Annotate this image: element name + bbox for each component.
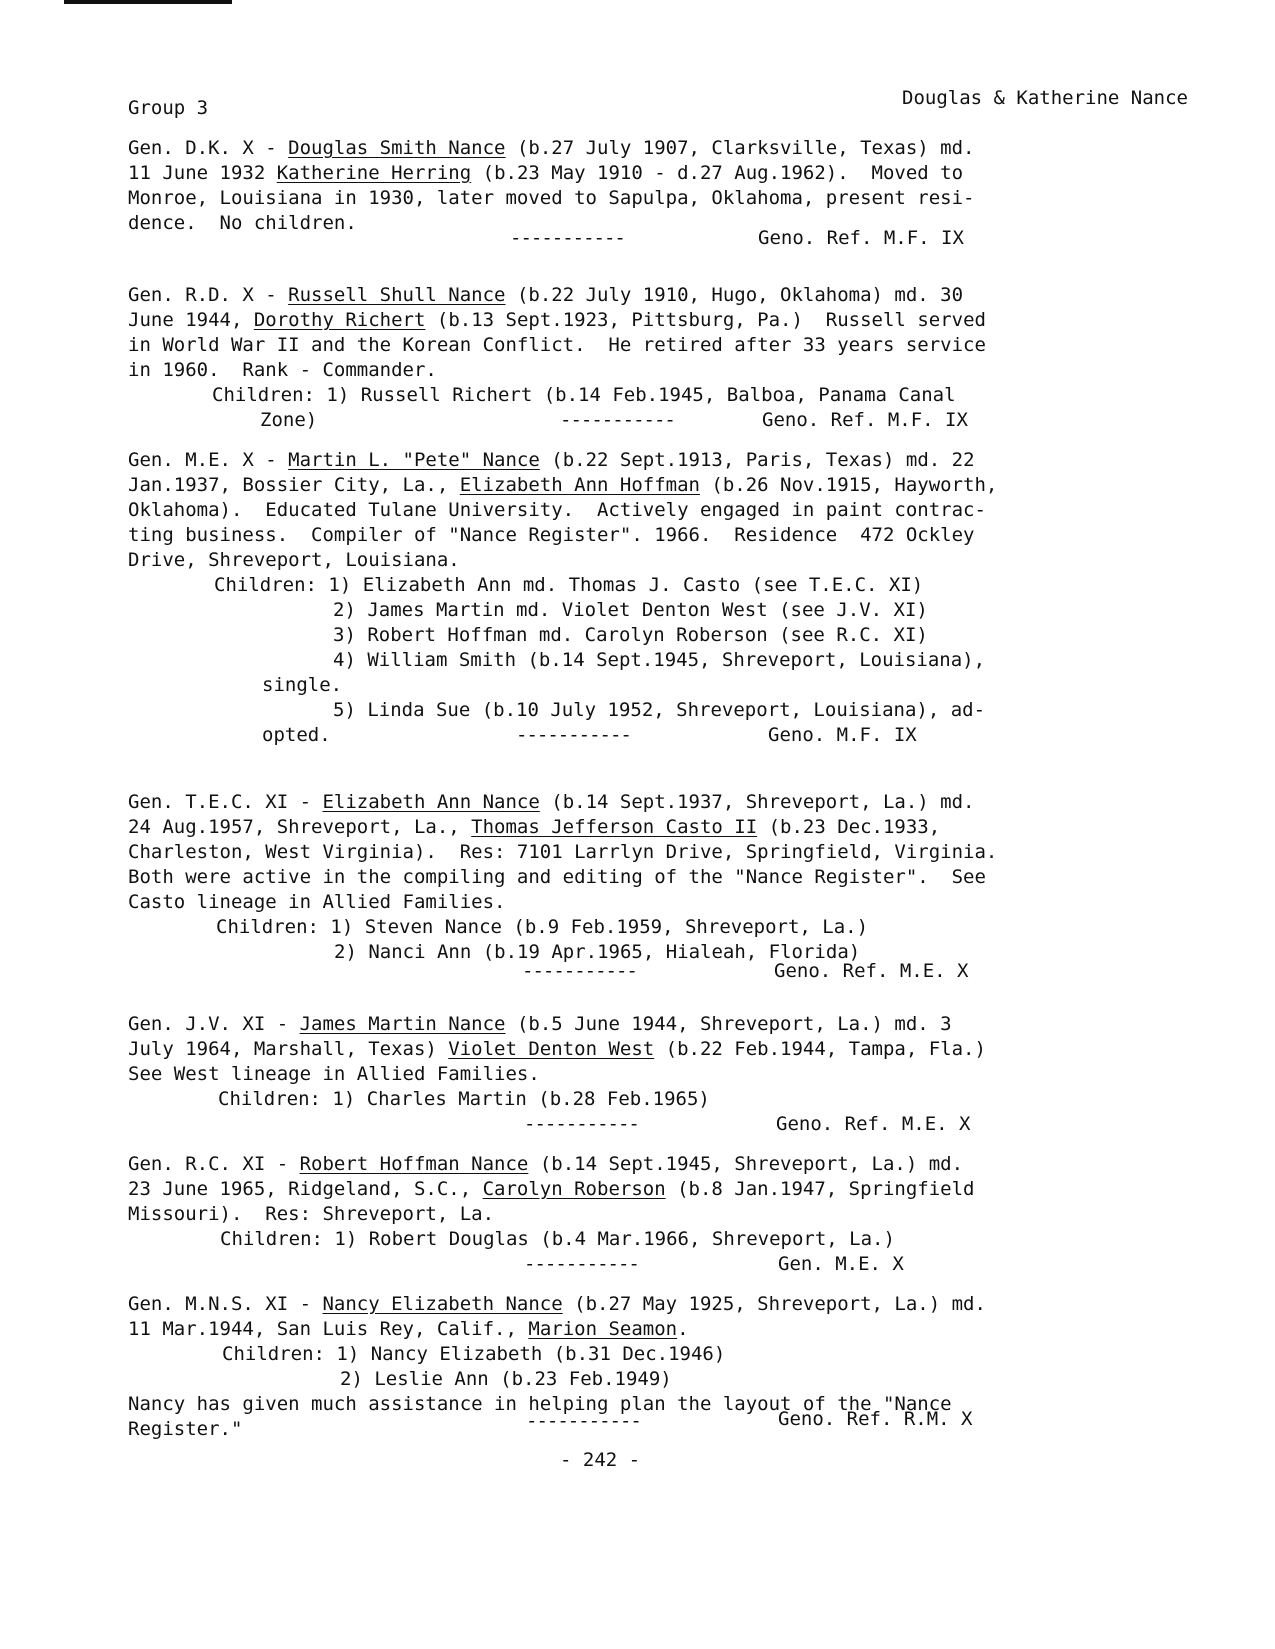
genealogy-entry: Gen. R.C. XI - Robert Hoffman Nance (b.14 Sept.1945, Shreveport, La.) md. 23 June 1965, Ridgeland, S.C., Carolyn Roberson (b.8 Jan.1947, Springfield Missouri). Res: Shreveport, La. Children: 1) Robert Douglas (b.4 Mar.1966, Shreveport, La.) ----------- Gen. M.E. X [128, 1152, 1198, 1277]
separator: ----------- [524, 1253, 639, 1275]
separator: ----------- [510, 227, 625, 249]
spouse-name: Carolyn Roberson [482, 1178, 666, 1200]
children-list: Children: 1) Russell Richert (b.14 Feb.1945, Balboa, Panama Canal [212, 384, 956, 406]
spouse-name: Elizabeth Ann Hoffman [459, 474, 700, 496]
spouse-name: Dorothy Richert [253, 309, 426, 331]
spouse-name: Marion Seamon [528, 1318, 678, 1340]
children-list: Children: 1) Nancy Elizabeth (b.31 Dec.1946) [222, 1343, 726, 1365]
separator: ----------- [560, 409, 675, 431]
group-label: Group 3 [128, 97, 209, 119]
genealogy-entry: Gen. T.E.C. XI - Elizabeth Ann Nance (b.14 Sept.1937, Shreveport, La.) md. 24 Aug.1957, Shreveport, La., Thomas Jefferson Casto II (b.23 Dec.1933, Charleston, West Virginia). Res: 7101 Larrlyn Drive, Springfield, Virginia. Both were active in the compiling and editing of the "Nance Register". See Casto lineage in Allied Families. Children: 1) Steven Nance (b.9 Feb.1959, Shreveport, La.) 2) Nanci Ann (b.19 Apr.1965, Hialeah, Florida) ----------- Geno. Ref. M.E. X [128, 790, 1198, 984]
spouse-name: Katherine Herring [276, 162, 472, 184]
genealogy-entry: Gen. J.V. XI - James Martin Nance (b.5 June 1944, Shreveport, La.) md. 3 July 1964, Marshall, Texas) Violet Denton West (b.22 Feb.1944, Tampa, Fla.) See West lineage in Allied Families. Children: 1) Charles Martin (b.28 Feb.1965) ----------- Geno. Ref. M.E. X [128, 1012, 1198, 1137]
geno-reference: Geno. Ref. R.M. X [778, 1408, 973, 1430]
geno-reference: Geno. M.F. IX [768, 724, 917, 746]
corner-rule [64, 0, 232, 4]
person-name: Robert Hoffman Nance [299, 1153, 529, 1175]
page-number: - 242 - [560, 1449, 641, 1471]
family-title: Douglas & Katherine Nance [902, 87, 1188, 109]
spouse-name: Violet Denton West [448, 1038, 655, 1060]
person-name: James Martin Nance [299, 1013, 506, 1035]
geno-reference: Geno. Ref. M.F. IX [762, 409, 968, 431]
spouse-name: Thomas Jefferson Casto II [471, 816, 758, 838]
children-list: Children: 1) Steven Nance (b.9 Feb.1959, Shreveport, La.) [216, 916, 869, 938]
person-name: Douglas Smith Nance [288, 137, 506, 159]
person-name: Nancy Elizabeth Nance [322, 1293, 563, 1315]
separator: ----------- [526, 1410, 641, 1432]
geno-reference: Gen. M.E. X [778, 1253, 904, 1275]
genealogy-entry: Gen. M.E. X - Martin L. "Pete" Nance (b.22 Sept.1913, Paris, Texas) md. 22 Jan.1937, Bossier City, La., Elizabeth Ann Hoffman (b.26 Nov.1915, Hayworth, Oklahoma). Educated Tulane University. Actively engaged in paint contrac- ting business. Compiler of "Nance Register". 1966. Residence 472 Ockley Drive, Shreveport, Louisiana. Children: 1) Elizabeth Ann md. Thomas J. Casto (see T.E.C. XI) 2) James Martin md. Violet Denton West (see J.V. XI) 3) Robert Hoffman md. Carolyn Roberson (see R.C. XI) 4) William Smith (b.14 Sept.1945, Shreveport, Louisiana), single. 5) Linda Sue (b.10 July 1952, Shreveport, Louisiana), ad- opted. ----------- Geno. M.F. IX [128, 448, 1198, 748]
person-name: Elizabeth Ann Nance [322, 791, 540, 813]
children-list: Children: 1) Elizabeth Ann md. Thomas J. Casto (see T.E.C. XI) [214, 574, 924, 596]
geno-reference: Geno. Ref. M.F. IX [758, 227, 964, 249]
children-list: Children: 1) Charles Martin (b.28 Feb.1965) [218, 1088, 710, 1110]
person-name: Martin L. "Pete" Nance [288, 449, 540, 471]
genealogy-entry: Gen. M.N.S. XI - Nancy Elizabeth Nance (b.27 May 1925, Shreveport, La.) md. 11 Mar.1944, San Luis Rey, Calif., Marion Seamon. Children: 1) Nancy Elizabeth (b.31 Dec.1946) 2) Leslie Ann (b.23 Feb.1949) Nancy has given much assistance in helping plan the layout of the "Nance Register." ----------- Geno. Ref. R.M. X [128, 1292, 1198, 1442]
genealogy-entry: Gen. R.D. X - Russell Shull Nance (b.22 July 1910, Hugo, Oklahoma) md. 30 June 1944, Dorothy Richert (b.13 Sept.1923, Pittsburg, Pa.) Russell served in World War II and the Korean Conflict. He retired after 33 years service in 1960. Rank - Commander. Children: 1) Russell Richert (b.14 Feb.1945, Balboa, Panama Canal Zone) ----------- Geno. Ref. M.F. IX [128, 283, 1198, 433]
genealogy-entry: Gen. D.K. X - Douglas Smith Nance (b.27 July 1907, Clarksville, Texas) md. 11 June 1932 Katherine Herring (b.23 May 1910 - d.27 Aug.1962). Moved to Monroe, Louisiana in 1930, later moved to Sapulpa, Oklahoma, present resi- dence. No children. ----------- Geno. Ref. M.F. IX [128, 137, 975, 249]
separator: ----------- [522, 960, 637, 982]
children-list: Children: 1) Robert Douglas (b.4 Mar.1966, Shreveport, La.) [220, 1228, 895, 1250]
geno-reference: Geno. Ref. M.E. X [776, 1113, 971, 1135]
separator: ----------- [524, 1113, 639, 1135]
separator: ----------- [516, 724, 631, 746]
page-header [128, 86, 1188, 126]
person-name: Russell Shull Nance [288, 284, 506, 306]
geno-reference: Geno. Ref. M.E. X [774, 960, 969, 982]
